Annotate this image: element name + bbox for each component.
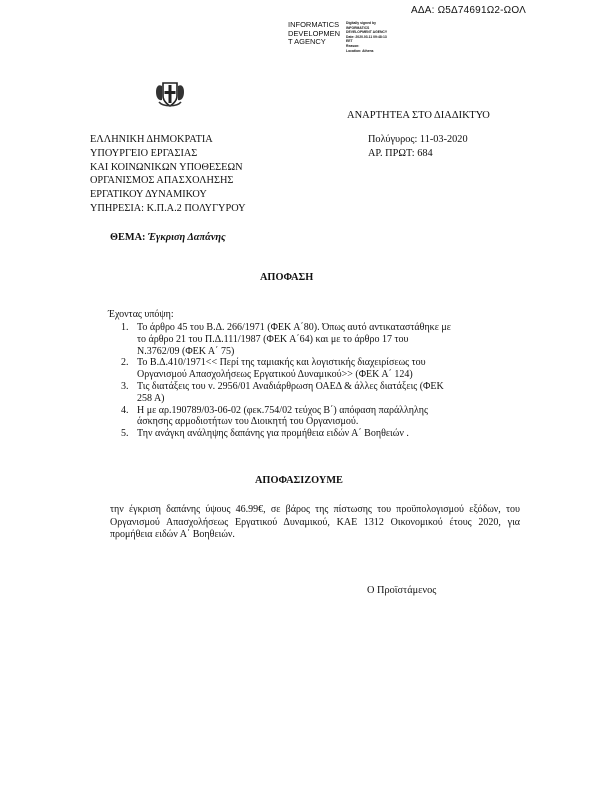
list-item-number: 3.	[121, 380, 129, 392]
stamp-detail-line: EET	[346, 39, 353, 44]
stamp-detail-line: Reason:	[346, 43, 360, 48]
list-item-line: Την ανάγκη ανάληψης δαπάνης για προμήθεια ειδών Α΄ Βοηθειών .	[137, 428, 409, 440]
stamp-line: DEVELOPMEN	[288, 28, 341, 38]
sender-line: ΥΠΗΡΕΣΙΑ: Κ.Π.Α.2 ΠΟΛΥΓΥΡΟΥ	[90, 202, 246, 214]
list-item-line: άσκησης αρμοδιοτήτων του Διοικητή του Οργανισμού.	[137, 416, 359, 428]
list-item-line: Το άρθρο 45 του Β.Δ. 266/1971 (ΦΕΚ Α΄80). Όπως αυτό αντικαταστάθηκε με	[137, 322, 451, 333]
list-item	[108, 381, 518, 405]
list-item-number: 2.	[121, 357, 129, 369]
stamp-detail-line: Date: 2020.03.11 09:48:13	[346, 34, 387, 39]
list-item-line: 258 Α)	[137, 392, 165, 404]
considerations-list	[108, 322, 518, 440]
sender-line: ΟΡΓΑΝΙΣΜΟΣ ΑΠΑΣΧΟΛΗΣΗΣ	[90, 175, 234, 187]
protocol-number: ΑΡ. ΠΡΩΤ: 684	[368, 147, 433, 159]
sender-line: ΕΡΓΑΤΙΚΟΥ ΔΥΝΑΜΙΚΟΥ	[90, 189, 207, 201]
sender-line: ΕΛΛΗΝΙΚΗ ΔΗΜΟΚΡΑΤΙΑ	[90, 134, 213, 145]
sender-block	[90, 133, 246, 216]
subject-line	[110, 232, 226, 243]
list-item-line: Το Β.Δ.410/1971<< Περί της ταμιακής και λογιστικής διαχειρίσεως του	[137, 357, 426, 369]
signature-stamp-details	[346, 21, 387, 53]
stamp-line: T AGENCY	[288, 37, 326, 46]
sender-line: ΥΠΟΥΡΓΕΙΟ ΕΡΓΑΣΙΑΣ	[90, 147, 198, 159]
list-item-number: 1.	[121, 322, 129, 333]
stamp-detail-line: INFORMATICS	[346, 25, 370, 30]
ada-code: ΑΔΑ: Ω5Δ74691Ω2-ΩΟΛ	[411, 5, 527, 16]
list-item-number: 4.	[121, 404, 129, 416]
stamp-line: INFORMATICS	[288, 20, 340, 29]
list-item	[108, 357, 518, 381]
subject-text: Έγκριση Δαπάνης	[148, 232, 226, 243]
decision-body: την έγκριση δαπάνης ύψους 46.99€, σε βάρος της πίστωσης του προϋπολογισμού εξόδων, του Οργανισμού Απασχολήσεως Εργατικού Δυναμικού, ΚΑΕ 1312 Οικονομικού έτους 2020, για προμήθεια ειδών Α΄ Βοηθειών.	[110, 504, 520, 540]
publish-notice: ΑΝΑΡΤΗΤΕΑ ΣΤΟ ΔΙΑΔΙΚΤΥΟ	[347, 110, 490, 121]
considering-intro: Έχοντας υπόψη:	[108, 309, 174, 320]
decision-heading: ΑΠΟΦΑΣΗ	[260, 272, 314, 283]
stamp-detail-line: Location: Athens	[346, 48, 374, 53]
list-item	[108, 405, 518, 429]
list-item-line: Τις διατάξεις του ν. 2956/01 Αναδιάρθρωση ΟΑΕΔ & άλλες διατάξεις (ΦΕΚ	[137, 380, 444, 392]
subject-label: ΘΕΜΑ:	[110, 232, 146, 243]
signer-title: Ο Προϊστάμενος	[367, 585, 437, 596]
list-item	[108, 428, 518, 440]
list-item-line: Η με αρ.190789/03-06-02 (φεκ.754/02 τεύχος Β΄) απόφαση παράλληλης	[137, 404, 428, 416]
sender-line: ΚΑΙ ΚΟΙΝΩΝΙΚΩΝ ΥΠΟΘΕΣΕΩΝ	[90, 161, 243, 173]
stamp-detail-line: Digitally signed by	[346, 21, 376, 25]
we-decide-heading: ΑΠΟΦΑΣΙΖΟΥΜΕ	[255, 475, 343, 486]
list-item-line: Ν.3762/09 (ΦΕΚ Α΄ 75)	[137, 345, 235, 357]
stamp-detail-line: DEVELOPMENT AGENCY	[346, 30, 388, 35]
place-date: Πολύγυρος: 11-03-2020	[368, 134, 468, 145]
list-item-number: 5.	[121, 428, 129, 440]
list-item-line: Οργανισμού Απασχολήσεως Εργατικού Δυναμικού>> (ΦΕΚ Α΄ 124)	[137, 369, 413, 381]
list-item	[108, 322, 518, 357]
signature-stamp-label	[288, 21, 340, 47]
place-date-block	[368, 133, 468, 161]
list-item-line: το άρθρο 21 του Π.Δ.111/1987 (ΦΕΚ Α΄64) και με το άρθρο 17 του	[137, 333, 409, 345]
greek-coat-of-arms-icon	[153, 76, 187, 110]
